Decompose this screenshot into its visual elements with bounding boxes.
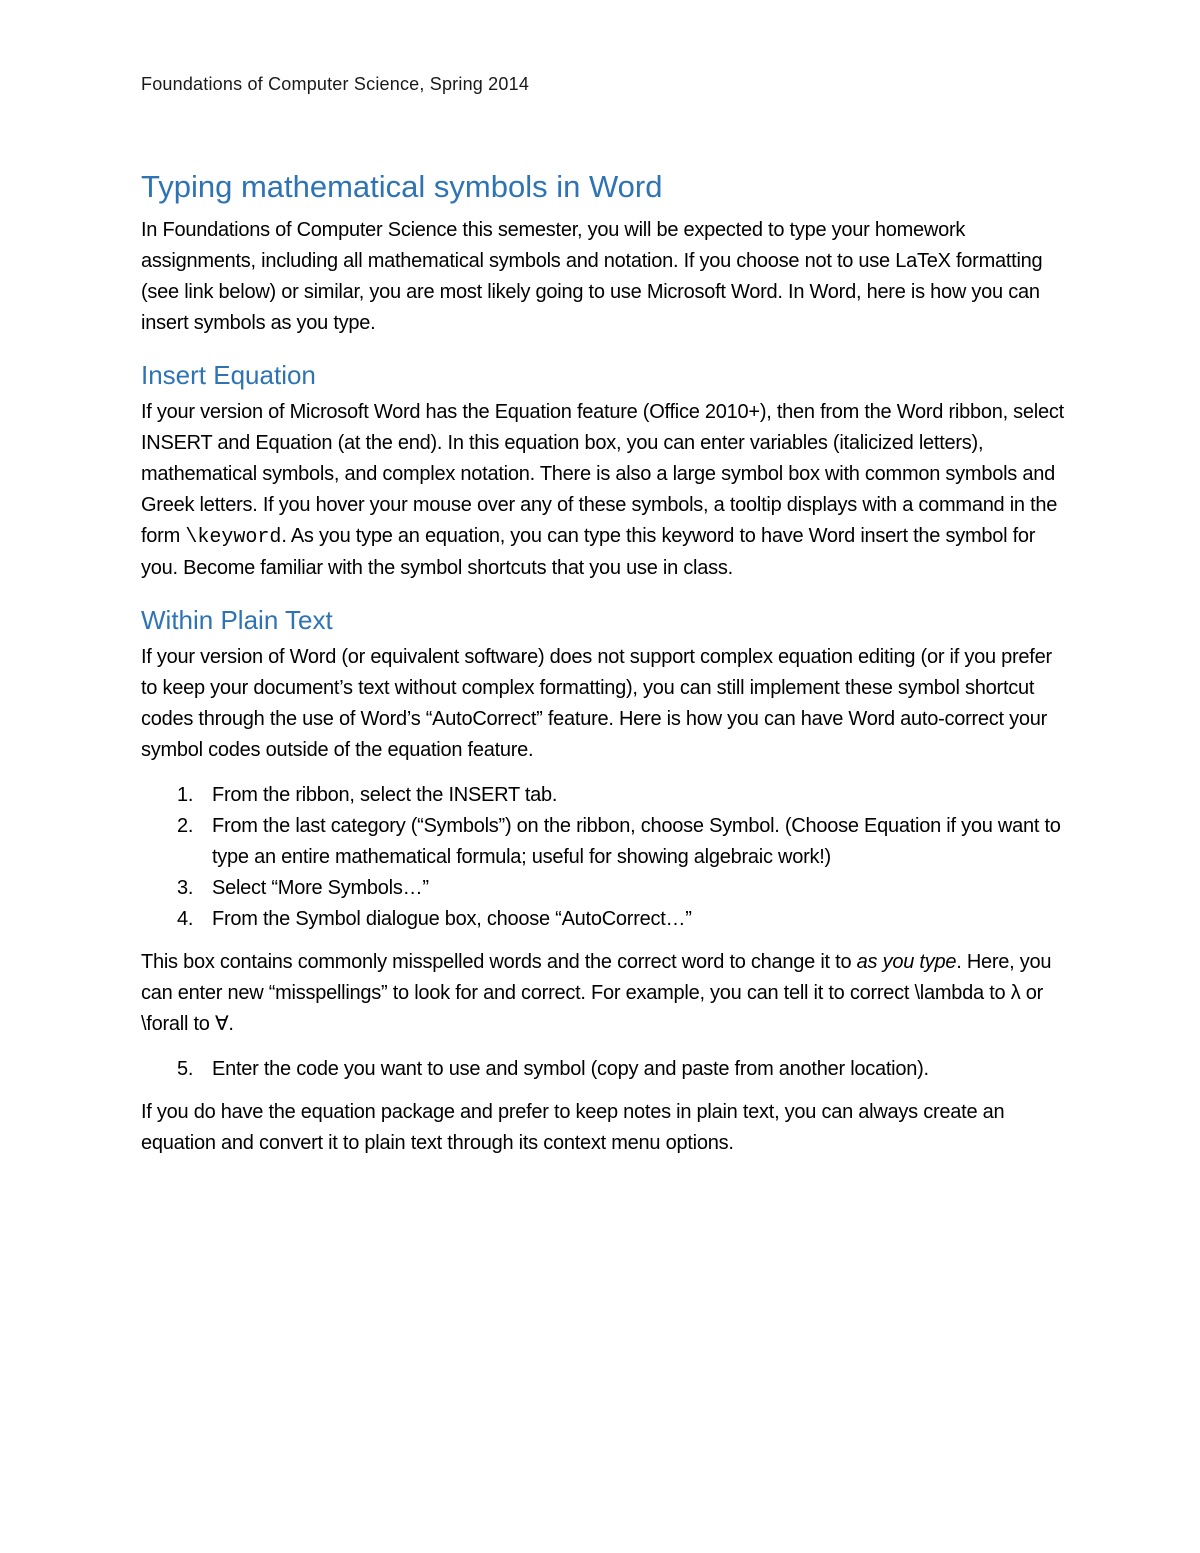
heading-within-plain-text: Within Plain Text [141, 605, 333, 635]
running-header: Foundations of Computer Science, Spring 2014 [141, 74, 530, 94]
list-item [141, 780, 1071, 811]
document-title: Typing mathematical symbols in Word [141, 169, 663, 204]
step-five-list [141, 1054, 1071, 1085]
list-item [141, 904, 1071, 935]
list-number: 1. [177, 784, 194, 806]
list-text: Enter the code you want to use and symbol (copy and paste from another location). [212, 1058, 929, 1080]
keyword-code: \keyword [185, 526, 282, 549]
list-number: 5. [177, 1058, 194, 1080]
autocorrect-italic: as you type [856, 951, 957, 973]
plain-text-paragraph: If your version of Word (or equivalent software) does not support complex equation editing (or if you prefer to keep your document’s text without complex formatting), you can still implement these symbol shortcut codes through the use of Word’s “AutoCorrect” feature. Here is how you can have Word auto-correct your symbol codes outside of the equation feature. [141, 646, 1052, 761]
list-item [141, 1054, 1071, 1085]
list-text: Select “More Symbols…” [212, 877, 429, 899]
list-number: 3. [177, 877, 194, 899]
list-text: From the Symbol dialogue box, choose “AutoCorrect…” [212, 908, 692, 930]
autocorrect-text-1: This box contains commonly misspelled words and the correct word to change it to [141, 951, 857, 973]
heading-insert-equation: Insert Equation [141, 360, 316, 390]
list-item [141, 811, 1071, 873]
insert-equation-text-2: . As you type an equation, you can type this keyword to have Word insert the symbol for you. Become familiar with the symbol shortcuts that you use in class. [141, 525, 1036, 579]
closing-paragraph: If you do have the equation package and prefer to keep notes in plain text, you can always create an equation and convert it to plain text through its context menu options. [141, 1101, 1005, 1154]
list-number: 2. [177, 815, 194, 837]
list-number: 4. [177, 908, 194, 930]
insert-equation-text-1: If your version of Microsoft Word has the Equation feature (Office 2010+), then from the Word ribbon, select INSERT and Equation (at the end). In this equation box, you can enter variables (italicized letters), mathematical symbols, and complex notation. There is also a large symbol box with common symbols and Greek letters. If you hover your mouse over any of these symbols, a tooltip displays with a command in the form [141, 401, 1064, 547]
document-body [141, 165, 1071, 1159]
steps-list [141, 780, 1071, 935]
autocorrect-paragraph [141, 947, 1071, 1040]
list-item [141, 873, 1071, 904]
insert-equation-paragraph [141, 397, 1071, 584]
autocorrect-text-2: . Here, you can enter new “misspellings” to look for and correct. For example, you can tell it to correct \lambda to λ or \forall to ∀. [141, 951, 1052, 1035]
list-text: From the ribbon, select the INSERT tab. [212, 784, 558, 806]
intro-paragraph: In Foundations of Computer Science this semester, you will be expected to type your homework assignments, including all mathematical symbols and notation. If you choose not to use LaTeX formatting (see link below) or similar, you are most likely going to use Microsoft Word. In Word, here is how you can insert symbols as you type. [141, 219, 1043, 334]
list-text: From the last category (“Symbols”) on the ribbon, choose Symbol. (Choose Equation if you want to type an entire mathematical formula; useful for showing algebraic work!) [212, 815, 1061, 868]
